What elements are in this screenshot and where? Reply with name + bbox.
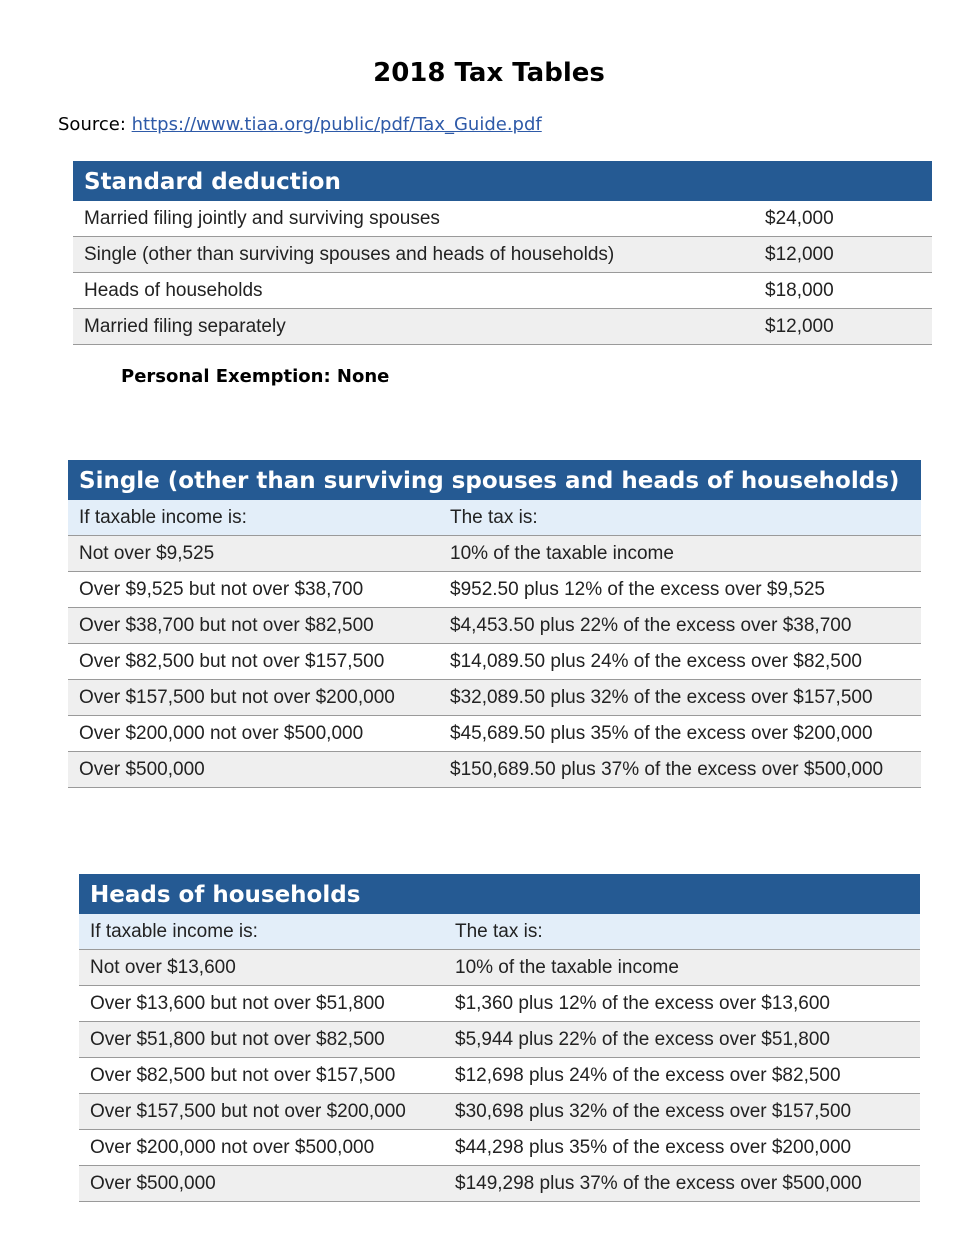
table-row (68, 536, 921, 572)
income-cell: Over $38,700 but not over $82,500 (79, 615, 374, 636)
table-row (68, 644, 921, 680)
table-row (73, 273, 932, 309)
income-cell: Over $157,500 but not over $200,000 (90, 1101, 406, 1122)
table-row (79, 1130, 920, 1166)
filing-status: Single (other than surviving spouses and heads of households) (84, 244, 615, 265)
tax-cell: $150,689.50 plus 37% of the excess over $500,000 (450, 759, 884, 780)
table-row (79, 950, 920, 986)
single-tax-table (68, 460, 921, 788)
tax-cell: $45,689.50 plus 35% of the excess over $200,000 (450, 723, 873, 744)
deduction-amount: $12,000 (765, 316, 834, 337)
income-cell: Over $500,000 (79, 759, 205, 780)
table-row (68, 752, 921, 788)
tax-cell: 10% of the taxable income (450, 543, 674, 564)
personal-exemption-note: Personal Exemption: None (121, 366, 390, 387)
table-row (68, 608, 921, 644)
column-header-row (68, 500, 921, 536)
income-cell: Over $9,525 but not over $38,700 (79, 579, 364, 600)
tax-column-header: The tax is: (450, 507, 538, 528)
income-column-header: If taxable income is: (79, 507, 247, 528)
deduction-amount: $12,000 (765, 244, 834, 265)
tax-cell: $44,298 plus 35% of the excess over $200,000 (455, 1137, 852, 1158)
single-heading: Single (other than surviving spouses and heads of households) (68, 460, 921, 500)
income-cell: Over $500,000 (90, 1173, 216, 1194)
table-row (73, 309, 932, 345)
tax-cell: $4,453.50 plus 22% of the excess over $38,700 (450, 615, 852, 636)
filing-status: Heads of households (84, 280, 263, 301)
income-cell: Over $200,000 not over $500,000 (79, 723, 364, 744)
source-line (58, 114, 542, 135)
tax-cell: $5,944 plus 22% of the excess over $51,800 (455, 1029, 830, 1050)
table-row (79, 1058, 920, 1094)
table-row (79, 1022, 920, 1058)
tax-cell: 10% of the taxable income (455, 957, 679, 978)
income-cell: Over $157,500 but not over $200,000 (79, 687, 395, 708)
filing-status: Married filing separately (84, 316, 286, 337)
table-row (73, 201, 932, 237)
tax-cell: $1,360 plus 12% of the excess over $13,600 (455, 993, 830, 1014)
income-cell: Not over $13,600 (90, 957, 236, 978)
table-row (68, 680, 921, 716)
income-cell: Over $82,500 but not over $157,500 (90, 1065, 396, 1086)
table-row (79, 1166, 920, 1202)
tax-cell: $30,698 plus 32% of the excess over $157,500 (455, 1101, 852, 1122)
heads-of-households-tax-table (79, 874, 920, 1202)
tax-cell: $12,698 plus 24% of the excess over $82,500 (455, 1065, 841, 1086)
column-header-row (79, 914, 920, 950)
table-row (79, 986, 920, 1022)
table-row (68, 716, 921, 752)
income-cell: Over $82,500 but not over $157,500 (79, 651, 385, 672)
income-column-header: If taxable income is: (90, 921, 258, 942)
standard-deduction-heading: Standard deduction (73, 161, 932, 201)
tax-column-header: The tax is: (455, 921, 543, 942)
income-cell: Over $51,800 but not over $82,500 (90, 1029, 385, 1050)
tax-cell: $952.50 plus 12% of the excess over $9,525 (450, 579, 825, 600)
source-label: Source: (58, 114, 126, 135)
income-cell: Not over $9,525 (79, 543, 215, 564)
tax-cell: $149,298 plus 37% of the excess over $500,000 (455, 1173, 862, 1194)
table-row (73, 237, 932, 273)
page-title: 2018 Tax Tables (373, 58, 605, 88)
income-cell: Over $200,000 not over $500,000 (90, 1137, 375, 1158)
source-link[interactable]: https://www.tiaa.org/public/pdf/Tax_Guide.pdf (131, 114, 542, 135)
filing-status: Married filing jointly and surviving spouses (84, 208, 440, 229)
table-row (68, 572, 921, 608)
deduction-amount: $24,000 (765, 208, 834, 229)
tax-cell: $14,089.50 plus 24% of the excess over $82,500 (450, 651, 862, 672)
tax-cell: $32,089.50 plus 32% of the excess over $157,500 (450, 687, 873, 708)
heads-of-households-heading: Heads of households (79, 874, 920, 914)
deduction-amount: $18,000 (765, 280, 834, 301)
standard-deduction-table (73, 161, 932, 345)
income-cell: Over $13,600 but not over $51,800 (90, 993, 385, 1014)
table-row (79, 1094, 920, 1130)
